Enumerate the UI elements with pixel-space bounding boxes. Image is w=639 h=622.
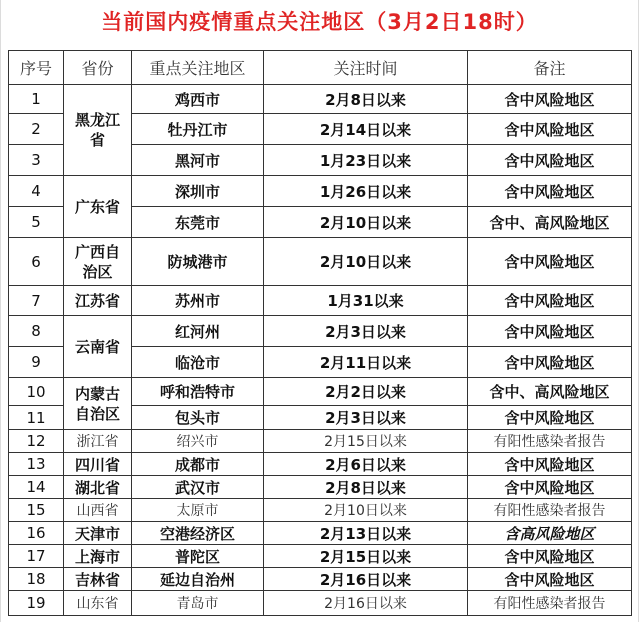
row-area: 红河州	[132, 316, 264, 347]
row-note: 含中风险地区	[468, 568, 632, 591]
row-time: 2月14日以来	[264, 114, 468, 145]
table-row	[9, 85, 632, 114]
row-note: 含中风险地区	[468, 145, 632, 176]
row-time: 2月6日以来	[264, 453, 468, 476]
row-area: 绍兴市	[132, 430, 264, 453]
row-province: 内蒙古自治区	[64, 378, 132, 430]
table-row	[9, 176, 632, 207]
row-time: 2月13日以来	[264, 522, 468, 545]
row-note: 含中风险地区	[468, 316, 632, 347]
row-area: 深圳市	[132, 176, 264, 207]
row-index: 6	[9, 238, 64, 286]
row-time: 2月10日以来	[264, 499, 468, 522]
row-province: 黑龙江省	[64, 85, 132, 176]
row-area: 延边自治州	[132, 568, 264, 591]
row-province: 江苏省	[64, 286, 132, 316]
row-index: 11	[9, 406, 64, 430]
row-province: 山东省	[64, 591, 132, 616]
table-row	[9, 453, 632, 476]
row-province: 上海市	[64, 545, 132, 568]
row-note: 含中风险地区	[468, 476, 632, 499]
row-index: 9	[9, 347, 64, 378]
row-note: 含中、高风险地区	[468, 207, 632, 238]
row-index: 14	[9, 476, 64, 499]
row-note: 含中、高风险地区	[468, 378, 632, 406]
row-time: 2月8日以来	[264, 476, 468, 499]
row-area: 东莞市	[132, 207, 264, 238]
row-area: 成都市	[132, 453, 264, 476]
row-note: 含中风险地区	[468, 406, 632, 430]
row-province: 广东省	[64, 176, 132, 238]
table-row	[9, 499, 632, 522]
row-province: 广西自治区	[64, 238, 132, 286]
table-row	[9, 522, 632, 545]
row-area: 黑河市	[132, 145, 264, 176]
row-time: 2月3日以来	[264, 316, 468, 347]
row-province: 吉林省	[64, 568, 132, 591]
row-area: 临沧市	[132, 347, 264, 378]
row-index: 10	[9, 378, 64, 406]
row-note: 含高风险地区	[468, 522, 632, 545]
row-note: 含中风险地区	[468, 238, 632, 286]
row-time: 2月15日以来	[264, 430, 468, 453]
row-province: 天津市	[64, 522, 132, 545]
row-note: 含中风险地区	[468, 347, 632, 378]
row-index: 8	[9, 316, 64, 347]
table-row	[9, 286, 632, 316]
row-time: 2月2日以来	[264, 378, 468, 406]
row-province: 湖北省	[64, 476, 132, 499]
row-area: 苏州市	[132, 286, 264, 316]
row-area: 呼和浩特市	[132, 378, 264, 406]
table-row	[9, 545, 632, 568]
row-note: 有阳性感染者报告	[468, 430, 632, 453]
row-index: 5	[9, 207, 64, 238]
header-time: 关注时间	[264, 51, 468, 85]
row-index: 18	[9, 568, 64, 591]
row-index: 1	[9, 85, 64, 114]
row-note: 含中风险地区	[468, 85, 632, 114]
row-area: 青岛市	[132, 591, 264, 616]
row-area: 武汉市	[132, 476, 264, 499]
row-time: 2月16日以来	[264, 568, 468, 591]
row-time: 1月31以来	[264, 286, 468, 316]
row-index: 15	[9, 499, 64, 522]
row-province: 山西省	[64, 499, 132, 522]
row-time: 1月23日以来	[264, 145, 468, 176]
row-time: 1月26日以来	[264, 176, 468, 207]
row-area: 空港经济区	[132, 522, 264, 545]
row-note: 含中风险地区	[468, 453, 632, 476]
row-province: 四川省	[64, 453, 132, 476]
row-index: 4	[9, 176, 64, 207]
row-index: 12	[9, 430, 64, 453]
row-time: 2月10日以来	[264, 238, 468, 286]
row-province: 浙江省	[64, 430, 132, 453]
row-note: 含中风险地区	[468, 286, 632, 316]
table-row	[9, 316, 632, 347]
header-area: 重点关注地区	[132, 51, 264, 85]
table-row	[9, 568, 632, 591]
row-time: 2月10日以来	[264, 207, 468, 238]
row-note: 含中风险地区	[468, 114, 632, 145]
row-note: 含中风险地区	[468, 545, 632, 568]
page-title: 当前国内疫情重点关注地区（3月2日18时）	[101, 10, 538, 34]
row-index: 3	[9, 145, 64, 176]
row-index: 7	[9, 286, 64, 316]
table-header-row	[9, 51, 632, 85]
row-area: 防城港市	[132, 238, 264, 286]
row-index: 19	[9, 591, 64, 616]
row-time: 2月3日以来	[264, 406, 468, 430]
focus-area-table	[8, 50, 632, 616]
row-time: 2月16日以来	[264, 591, 468, 616]
header-index: 序号	[9, 51, 64, 85]
row-index: 16	[9, 522, 64, 545]
row-note: 有阳性感染者报告	[468, 499, 632, 522]
row-index: 17	[9, 545, 64, 568]
header-province: 省份	[64, 51, 132, 85]
row-area: 包头市	[132, 406, 264, 430]
row-index: 13	[9, 453, 64, 476]
header-note: 备注	[468, 51, 632, 85]
table-row	[9, 430, 632, 453]
table-row	[9, 378, 632, 406]
row-time: 2月8日以来	[264, 85, 468, 114]
row-area: 鸡西市	[132, 85, 264, 114]
row-index: 2	[9, 114, 64, 145]
row-time: 2月15日以来	[264, 545, 468, 568]
row-area: 普陀区	[132, 545, 264, 568]
row-time: 2月11日以来	[264, 347, 468, 378]
table-row	[9, 591, 632, 616]
row-note: 有阳性感染者报告	[468, 591, 632, 616]
row-area: 牡丹江市	[132, 114, 264, 145]
table-row	[9, 238, 632, 286]
row-province: 云南省	[64, 316, 132, 378]
table-row	[9, 476, 632, 499]
row-area: 太原市	[132, 499, 264, 522]
row-note: 含中风险地区	[468, 176, 632, 207]
